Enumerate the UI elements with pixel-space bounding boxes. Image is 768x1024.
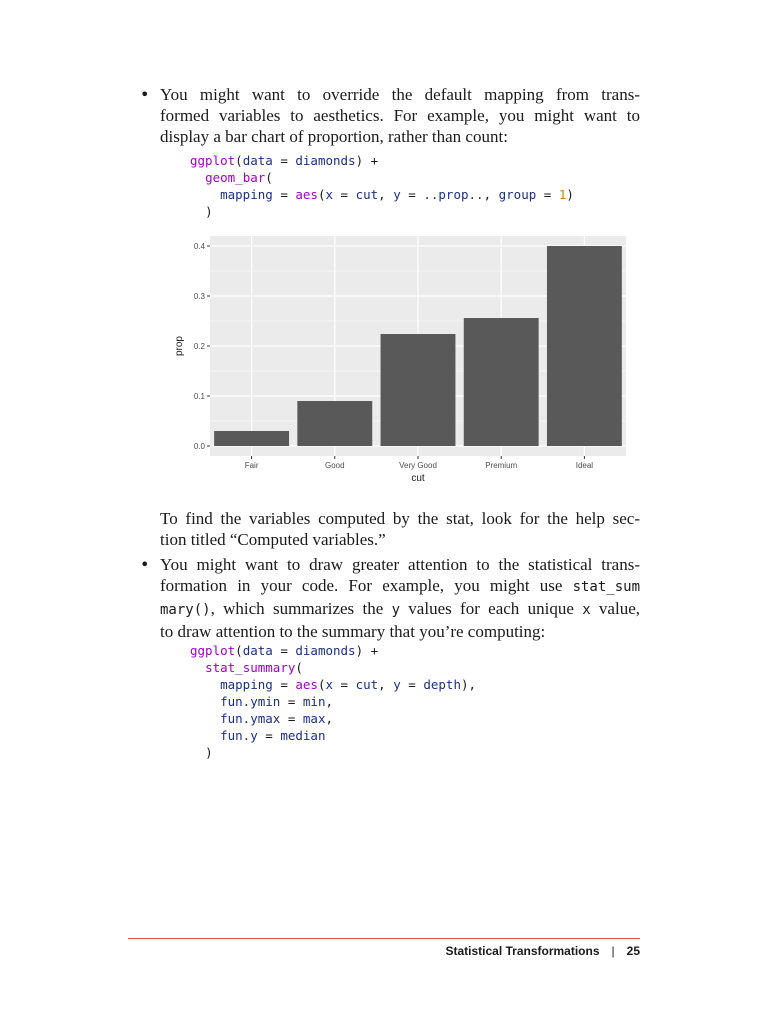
x-axis-label: cut — [411, 473, 425, 484]
code-line: ggplot(data = diamonds) + — [190, 153, 379, 168]
text-line: You might want to draw greater attention to the statistical trans- — [160, 555, 640, 574]
bullet-dot: • — [140, 85, 150, 104]
code-block-2 — [190, 642, 476, 761]
code-line: mapping = aes(x = cut, y = depth), — [220, 677, 477, 692]
inline-code: x — [582, 602, 591, 618]
footer-rule — [128, 938, 640, 939]
code-block-1 — [190, 152, 574, 220]
bar-premium — [464, 318, 539, 446]
bar-ideal — [547, 246, 622, 446]
text-line: tion titled “Computed variables.” — [160, 530, 386, 549]
code-line: stat_summary( — [205, 660, 303, 675]
bar-chart — [170, 234, 626, 490]
code-line: fun.ymax = max, — [220, 711, 334, 726]
running-footer — [445, 944, 640, 958]
x-tick-label: Ideal — [575, 461, 594, 470]
bar-good — [297, 401, 372, 446]
code-line: fun.ymin = min, — [220, 694, 334, 709]
footer-section-title: Statistical Transformations — [445, 944, 600, 958]
text-line: To find the variables computed by the stat, look for the help sec- — [160, 509, 640, 528]
x-tick-label: Fair — [244, 461, 259, 470]
bar-fair — [214, 431, 289, 446]
y-tick-label: 0.4 — [193, 242, 205, 251]
code-line: geom_bar( — [205, 170, 273, 185]
bullet-1-paragraph — [160, 84, 640, 147]
text-line: to draw attention to the summary that you’re computing: — [160, 622, 546, 641]
inline-code: stat_sum — [572, 579, 640, 595]
text-line: You might want to override the default mapping from trans- — [160, 85, 640, 104]
x-tick-label: Good — [325, 461, 345, 470]
bar-chart-svg — [170, 234, 626, 490]
bullet-2-paragraph — [160, 554, 640, 642]
text-line: mary(), which summarizes the y values for each unique x value, — [160, 599, 640, 618]
y-tick-label: 0.1 — [193, 392, 205, 401]
code-line: ) — [205, 745, 213, 760]
x-tick-label: Very Good — [399, 461, 437, 470]
code-line: fun.y = median — [220, 728, 326, 743]
y-tick-label: 0.2 — [193, 342, 205, 351]
code-line: mapping = aes(x = cut, y = ..prop.., group = 1) — [220, 187, 574, 202]
inline-code: mary() — [160, 602, 211, 618]
code-line: ) — [205, 204, 213, 219]
y-axis-label: prop — [174, 335, 185, 357]
inline-code: y — [391, 602, 400, 618]
middle-paragraph — [160, 508, 640, 550]
page-number: 25 — [626, 944, 640, 958]
bullet-dot: • — [140, 555, 150, 574]
text-line: formed variables to aesthetics. For example, you might want to — [160, 106, 640, 125]
footer-separator: | — [611, 944, 615, 958]
code-line: ggplot(data = diamonds) + — [190, 643, 379, 658]
text-line: formation in your code. For example, you might use stat_sum — [160, 576, 640, 595]
y-tick-label: 0.0 — [193, 442, 205, 451]
y-tick-label: 0.3 — [193, 292, 205, 301]
text-line: display a bar chart of proportion, rather than count: — [160, 127, 508, 146]
x-tick-label: Premium — [485, 461, 518, 470]
bar-very-good — [381, 334, 456, 446]
